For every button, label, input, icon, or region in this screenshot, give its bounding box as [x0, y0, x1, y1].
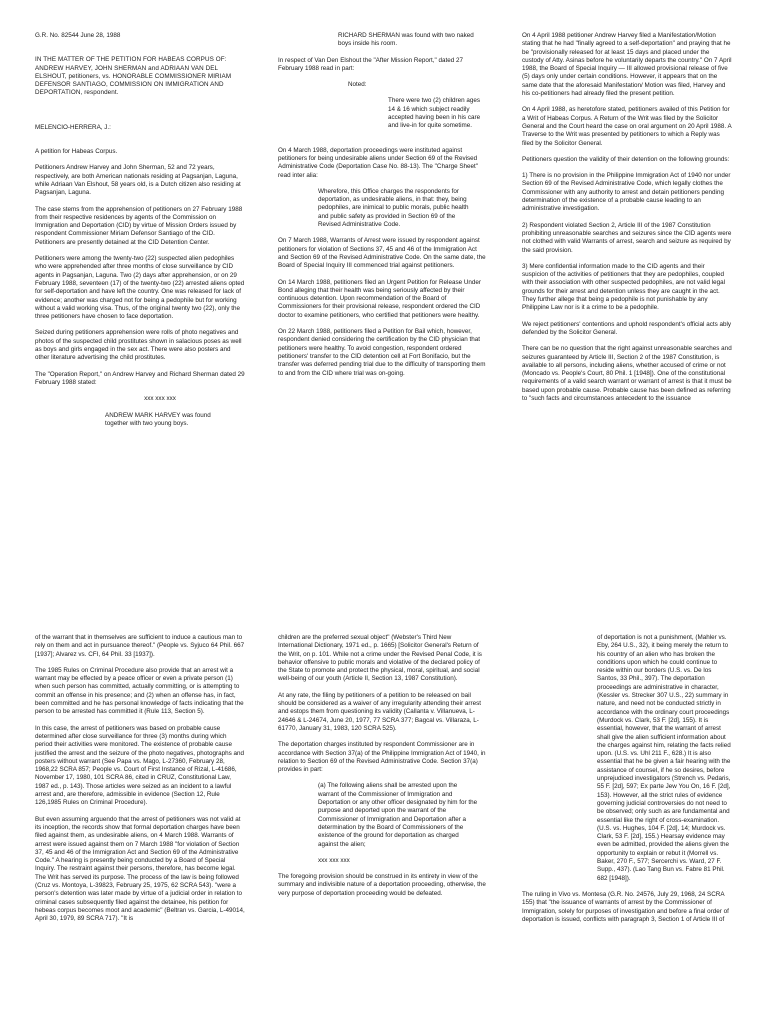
document-page-2 — [0, 624, 768, 1024]
page2-column-3 — [522, 634, 732, 932]
paragraph: The case stems from the apprehension of petitioners on 27 February 1988 from their respective residences by agents of the Commission on Immigration and Deportation (CID) by virtue of Mission Orders issued by respondent Commissioner Miriam Defensor Santiago of the CID. Petitioners are presently detained at the CID Detention Center. — [35, 205, 243, 246]
paragraph: The ruling in Vivo vs. Montesa (G.R. No. 24576, July 29, 1968, 24 SCRA 155) that "the issuance of warrants of arrest by the Commissioner of Immigration, solely for purposes of investigation and before a final order of deportation is issued, conflicts with paragraph 3, Section 1 of Article III of — [522, 890, 729, 923]
page2-column-1 — [35, 634, 245, 932]
paragraph: of the warrant that in themselves are sufficient to induce a cautious man to rely on them and act in pursuance thereof." (People vs. Syjuco 64 Phil. 667 [1937]; Alvarez vs. CFI, 64 Phil. 33 [1937]). — [35, 634, 245, 658]
page1-column-1 — [35, 32, 245, 436]
paragraph: Seized during petitioners apprehension were rolls of photo negatives and photos of the suspected child prostitutes shown in salacious poses as well as boys and girls engaged in the sex act. There were also posters and other literature advertising the child prostitutes. — [35, 329, 242, 362]
quoted-paragraph: (a) The following aliens shall be arrested upon the warrant of the Commissioner of Immigration and Deportation or any other officer designated by him for the purpose and deported upon the warrant of the Commissioner of Immigration and Deportation after a determination by the Board of Commissioners of the existence of the ground for deportation as charged against the alien; — [318, 782, 478, 848]
paragraph: children are the preferred sexual object" (Webster's Third New International Dictionary, 1971 ed., p. 1665) [Solicitor General's Return of the Writ, on p. 101. While not a crime under the Revised Penal Code, it is behavior offensive to public morals and violative of the declared policy of the State to promote and protect the physical, moral, spiritual, and social well-being of our youth (Article II, Section 13, 1987 Constitution). — [278, 634, 482, 683]
quoted-paragraph: RICHARD SHERMAN was found with two naked boys inside his room. — [338, 32, 474, 48]
paragraph: But even assuming arguendo that the arrest of petitioners was not valid at its inception, the records show that formal deportation charges have been filed against them, as undesirable aliens, on 4 March 1988. Warrants of arrest were issued against them on 7 March 1988 "for violation of Section 37, 45 and 46 of the Immigration Act and Section 69 of the Administrative Code." A hearing is presently being conducted by a Board of Special Inquiry. The restraint against their persons, therefore, has become legal. The Writ has served its purpose. The process of the law is being followed (Cruz vs. Montoya, L-39823, February 25, 1975, 62 SCRA 543). "were a person's detention was later made by virtue of a judicial order in relation to criminal cases subsequently filed against the detainee, his petition for hebeas corpus becomes moot and academic" (Beltran vs. Garcia, L-49014, April 30, 1979, 89 SCRA 717). "It is — [35, 815, 245, 923]
ponente: MELENCIO-HERRERA, J.: — [35, 123, 111, 131]
ellipsis-marker: xxx xxx xxx — [318, 856, 350, 864]
paragraph: There can be no question that the right against unreasonable searches and seizures guaranteed by Article III, Section 2 of the 1987 Constitution, is available to all persons, including aliens, whether accused of crime or not (Moncado vs. People's Court, 80 Phil. 1 [1948]). One of the constitutional requirements of a valid search warrant or warrant of arrest is that it must be based upon probable cause. Probable cause has been defined as referring to "such facts and circumstances antecedent to the issuance — [522, 345, 732, 402]
paragraph: We reject petitioners' contentions and uphold respondent's official acts ably defended by the Solicitor General. — [522, 320, 732, 336]
paragraph: On 4 April 1988 petitioner Andrew Harvey filed a Manifestation/Motion stating that he had "finally agreed to a self-deportation" and praying that he be "provisionally released for at least 15 days and placed under the custody of Atty. Asinas before he voluntarily departs the country." On 7 April 1988, the Board of Special Inquiry — III allowed provisional release of five (5) days only under certain conditions. However, it appears that on the same date that the aforesaid Manifestation/ Motion was filed, Harvey and his co-petitioners had already filed the present petition. — [522, 32, 732, 98]
paragraph: The deportation charges instituted by respondent Commissioner are in accordance with Section 37(a) of the Philippine Immigration Act of 1940, in relation to Section 69 of the Revised Administrative Code. Section 37(a) provides in part: — [278, 741, 486, 774]
paragraph: Petitioners were among the twenty-two (22) suspected alien pedophiles who were apprehended after three months of close surveillance by CID agents in Pagsanjan, Laguna. Two (2) days after apprehension, or on 29 February 1988, seventeen (17) of the twenty-two (22) arrested aliens opted for self-deportation and have left the country. One was released for lack of evidence; another was charged not for being a pedophile but for working without a valid working visa. Thus, of the original twenty two (22), only the three petitioners have chosen to face deportation. — [35, 255, 245, 321]
paragraph: 1) There is no provision in the Philippine Immigration Act of 1940 nor under Section 69 of the Revised Administrative Code, which legally clothes the Commissioner with any authority to arrest and detain petitioners pending determination of the existence of a probable cause leading to an administrative investigation. — [522, 172, 731, 213]
paragraph: 3) Mere confidential information made to the CID agents and their suspicion of the activities of petitioners that they are pedophiles, coupled with their association with other suspected pedophiles, are not valid legal grounds for their arrest and detention unless they are caught in the act. They further allege that being a pedophile is not punishable by any Philippine Law nor is it a crime to be a pedophile. — [522, 262, 726, 312]
paragraph: On 4 April 1988, as heretofore stated, petitioners availed of this Petition for a Writ of Habeas Corpus. A Return of the Writ was filed by the Solicitor General and the Court heard the case on oral argument on 20 April 1988. A Traverse to the Writ was presented by petitioners to which a Reply was filed by the Solicitor General. — [522, 106, 732, 147]
page1-column-2 — [278, 32, 486, 386]
paragraph: At any rate, the filing by petitioners of a petition to be released on bail should be considered as a waiver of any irregularity attending their arrest and estops them from questioning its validity (Callanta v. Villanueva, L-24646 & L-24674, June 20, 1977, 77 SCRA 377; Bagcal vs. Villaraza, L-61770, January 31, 1983, 120 SCRA 525). — [278, 691, 482, 732]
paragraph: On 14 March 1988, petitioners filed an Urgent Petition for Release Under Bond alleging that their health was being seriously affected by their continuous detention. Upon recommendation of the Board of Commissioners for their provisional release, respondent ordered the CID doctor to examine petitioners, who certified that petitioners were healthy. — [278, 278, 482, 319]
paragraph: In this case, the arrest of petitioners was based on probable cause determined after close surveillance for three (3) months during which period their activities were monitored. The existence of probable cause justified the arrest and the seizure of the photo negatives, photographs and posters without warrant (See Papa vs. Mago, L-27360, February 28, 1968,22 SCRA 857; People vs. Court of First Instance of Rizal, L-41686, November 17, 1980, 101 SCRA 86, cited in CRUZ, Constitutional Law, 1987 ed., p. 143). Those articles were seized as an incident to a lawful arrest and, are therefore, admissible in evidence (Section 12, Rule 126,1985 Rules on Criminal Procedure). — [35, 724, 244, 807]
quoted-label: Noted: — [348, 81, 367, 89]
paragraph: The 1985 Rules on Criminal Procedure also provide that an arrest wit a warrant may be effected by a peace officer or even a private person (1) when such person has committed, actually committing, or is attempting to commit an offense in his presence; and (2) when an offense has, in fact, been committed and he has personal knowledge of facts indicating that the person to be arrested has committed it (Rule 113, Section 5). — [35, 666, 244, 716]
paragraph: Petitioners Andrew Harvey and John Sherman, 52 and 72 years, respectively, are both American nationals residing at Pagsanjan, Laguna, while Adriaan Van Elshout, 58 years old, is a Dutch citizen also residing at Pagsanjan, Laguna. — [35, 164, 241, 197]
paragraph: The foregoing provision should be construed in its entirety in view of the summary and indivisible nature of a deportation proceeding, otherwise, the very purpose of deportation proceeding would be defeated. — [278, 873, 486, 897]
paragraph: On 4 March 1988, deportation proceedings were instituted against petitioners for being undesirable aliens under Section 69 of the Revised Administrative Code (Deportation Case No. 88-13). The "Charge Sheet" read inter alia: — [278, 146, 479, 179]
paragraph: A petition for Habeas Corpus. — [35, 148, 118, 156]
paragraph: On 7 March 1988, Warrants of Arrest were issued by respondent against petitioners for violation of Sections 37, 45 and 46 of the Immigration Act and Section 69 of the Revised Administrative Code. On the same date, the Board of Special Inquiry III commenced trial against petitioners. — [278, 237, 486, 270]
page2-column-2 — [278, 634, 486, 906]
case-number: G.R. No. 82544 June 28, 1988 — [35, 32, 121, 39]
page1-column-3 — [522, 32, 732, 411]
quoted-paragraph: ANDREW MARK HARVEY was found together with two young boys. — [105, 411, 211, 427]
quoted-paragraph: of deportation is not a punishment, (Mahler vs. Eby, 264 U.S., 32), it being merely the return to his country of an alien who has broken the conditions upon which he could continue to reside within our borders (U.S. vs. De los Santos, 33 Phil., 397). The deportation proceedings are administrative in character, (Kessler vs. Strecker 307 U.S., 22) summary in nature, and need not be conducted strictly in accordance with the ordinary court proceedings (Murdock vs. Clark, 53 F. [2d], 155). It is essential, however, that the warrant of arrest shall give the alien sufficient information about the charges against him, relating the facts relied upon. (U.S. vs. Uhl 211 F., 628.) It is also essential that he be given a fair hearing with the assistance of counsel, if he so desires, before unprejudiced investigators (Strench vs. Pedaris, 55 F. [2d], 597; Ex parte Jew You On, 16 F. [2d], 153). However, all the strict rules of evidence governing judicial controversies do not need to be observed; only such as are fundamental and essential like the right of cross-examination. (U.S. vs. Hughes, 104 F. [2d], 14; Murdock vs. Clark, 53 F. [2d], 155.) Hearsay evidence may even be admitted, provided the aliens given the opportunity to explain or rebut it (Morrell vs. Baker, 270 F., 577; Sercerchi vs. Ward, 27 F. Supp., 437). (Lao Tang Bun vs. Fabre 81 Phil. 682 [1948]). — [597, 634, 731, 882]
paragraph: 2) Respondent violated Section 2, Article III of the 1987 Constitution prohibiting unreasonable searches and seizures since the CID agents were not clothed with valid Warrants of arrest, search and seizure as required by the said provision. — [522, 221, 732, 254]
quoted-paragraph: Wherefore, this Office charges the respondents for deportation, as undesirable aliens, in that: they, being pedophiles, are inimical to public morals, public health and public safety as provided in Section 69 of the Revised Administrative Code. — [318, 187, 469, 229]
paragraph: On 22 March 1988, petitioners filed a Petition for Bail which, however, respondent denied considering the certification by the CID physician that petitioners were healthy. To avoid congestion, respondent ordered petitioners' transfer to the CID detention cell at Fort Bonifacio, but the transfer was deferred pending trial due to the difficulty of transporting them to and from the CID where trial was on-going. — [278, 328, 486, 377]
paragraph: In respect of Van Den Elshout the "After Mission Report," dated 27 February 1988 read in part: — [278, 56, 463, 72]
quoted-paragraph: There were two (2) children ages 14 & 16 which subject readily accepted having been in his care and live-in for quite sometime. — [388, 97, 481, 130]
paragraph: The "Operation Report," on Andrew Harvey and Richard Sherman dated 29 February 1988 stated: — [35, 370, 245, 386]
paragraph: Petitioners question the validity of their detention on the following grounds: — [522, 155, 730, 163]
ellipsis-marker: xxx xxx xxx — [144, 395, 176, 403]
case-title: IN THE MATTER OF THE PETITION FOR HABEAS CORPUS OF: ANDREW HARVEY, JOHN SHERMAN and ADRIAAN VAN DEL ELSHOUT, petitioners, vs. HONORABLE COMMISSIONER MIRIAM DEFENSOR SANTIAGO, COMMISSION ON IMMIGRATION AND DEPORTATION, respondent. — [35, 56, 232, 97]
